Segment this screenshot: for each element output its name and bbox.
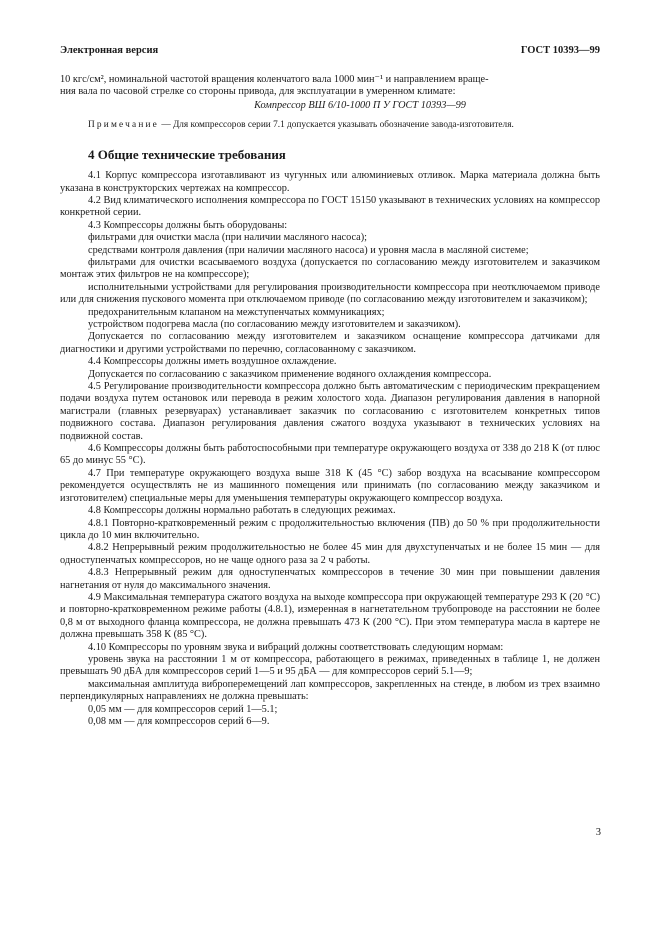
list-item: уровень звука на расстоянии 1 м от компрессора, работающего в режимах, приведенных в таблице 1, не должен превышать 90 дБА для компрессоров серий 1—5 и 95 дБА — для компрессоров серий 5.1—9;: [60, 653, 600, 678]
header-standard-number: ГОСТ 10393—99: [520, 45, 600, 56]
paragraph: 4.1 Корпус компрессора изготавливают из чугунных или алюминиевых отливок. Марка материала должна быть указана в конструкторских чертежах на компрессор.: [60, 170, 600, 194]
paragraph: 4.5 Регулирование производительности компрессора должно быть автоматическим с периодическим прекращением подачи воздуха путем остановок или перевода в режим холостого хода. Диапазон регулирования давления в напорной магистрали (главных резервуарах) устанавливает заказчик по согласованию с изготовителем конкретных типов подвижного состава. Диапазон регулирования давления сжатого воздуха указывают в технических условиях на подвижной состав.: [60, 381, 600, 442]
paragraph: 4.8 Компрессоры должны нормально работать в следующих режимах.: [88, 505, 396, 517]
list-item: предохранительным клапаном на межступенчатых коммуникациях;: [88, 306, 385, 318]
note-text: — Для компрессоров серии 7.1 допускается указывать обозначение завода-изготовителя.: [159, 120, 514, 131]
list-item: фильтрами для очистки всасываемого воздуха (допускается по согласованию между изготовителем и заказчиком монтаж этих фильтров не на компрессоре);: [60, 256, 600, 281]
list-item: фильтрами для очистки масла (при наличии масляного насоса);: [88, 232, 368, 244]
intro-line: 10 кгс/см², номинальной частотой вращения коленчатого вала 1000 мин⁻¹ и направлением враще-: [60, 74, 489, 85]
paragraph: 4.8.3 Непрерывный режим для одноступенчатых компрессоров в течение 30 мин при повышении давления нагнетания от нуля до максимального значения.: [60, 567, 600, 591]
header-edition-label: Электронная версия: [60, 45, 159, 56]
document-body: [60, 74, 600, 728]
paragraph: Допускается по согласованию с заказчиком применение водяного охлаждения компрессора.: [88, 368, 492, 380]
list-item: 0,08 мм — для компрессоров серий 6—9.: [88, 716, 270, 727]
note-label: Примечание: [88, 120, 159, 131]
list-item: средствами контроля давления (при наличии масляного насоса) и уровня масла в масляной системе;: [88, 244, 529, 256]
list-item: максимальная амплитуда виброперемещений лап компрессоров, закрепленных на стенде, в любом из трех взаимно перпендикулярных направлениях не должна превышать:: [60, 678, 600, 703]
designation-example: Компрессор ВШ 6/10-1000 П У ГОСТ 10393—99: [254, 99, 466, 111]
list-item: 0,05 мм — для компрессоров серий 1—5.1;: [88, 703, 278, 715]
intro-line: ния вала по часовой стрелке со стороны привода, для эксплуатации в умеренном климате:: [60, 86, 456, 98]
list-item: исполнительными устройствами для регулирования производительности компрессора при неотключаемом приводе или для снижения пускового момента при отключаемом приводе (по согласованию между изготовителем и заказчиком);: [60, 281, 600, 306]
paragraph: 4.6 Компрессоры должны быть работоспособными при температуре окружающего воздуха от 338 до 218 К (от плюс 65 до минус 55 °С).: [60, 443, 600, 467]
note: [60, 120, 600, 132]
list-item: устройством подогрева масла (по согласованию между изготовителем и заказчиком).: [88, 319, 461, 330]
paragraph: 4.4 Компрессоры должны иметь воздушное охлаждение.: [88, 356, 337, 368]
paragraph: Допускается по согласованию между изготовителем и заказчиком оснащение компрессора датчиками для диагностики и другими устройствами по перечню, согласованному с заказчиком.: [60, 331, 600, 355]
paragraph: 4.8.2 Непрерывный режим продолжительностью не более 45 мин для двухступенчатых и не более 15 мин — для одноступенчатых компрессоров, но не чаще одного раза за 2 ч работы.: [60, 542, 600, 566]
paragraph: 4.3 Компрессоры должны быть оборудованы:: [88, 219, 288, 231]
paragraph: 4.9 Максимальная температура сжатого воздуха на выходе компрессора при окружающей температуре 293 К (20 °С) и повторно-кратковременном режиме работы (4.8.1), измеренная в нагнетательном трубопроводе на расстоянии не более 0,8 м от выходного фланца компрессора, не должна превышать 473 К (200 °С). При этом температура масла в картере не должна превышать 358 К (85 °С).: [60, 591, 600, 641]
page-number: 3: [595, 827, 601, 838]
paragraph: 4.10 Компрессоры по уровням звука и вибраций должны соответствовать следующим нормам:: [88, 641, 504, 653]
paragraph: 4.2 Вид климатического исполнения компрессора по ГОСТ 15150 указывают в технических условиях на компрессор конкретной серии.: [60, 194, 600, 219]
paragraph: 4.7 При температуре окружающего воздуха выше 318 К (45 °С) забор воздуха на всасывание компрессором рекомендуется осуществлять не из машинного помещения или принимать (по согласованию между заказчиком и изготовителем) специальные меры для уменьшения температуры окружающего компрессор воздуха.: [60, 467, 600, 504]
paragraph: 4.8.1 Повторно-кратковременный режим с продолжительностью включения (ПВ) до 50 % при продолжительности цикла до 10 мин включительно.: [60, 517, 600, 541]
section-title: 4 Общие технические требования: [88, 146, 286, 162]
